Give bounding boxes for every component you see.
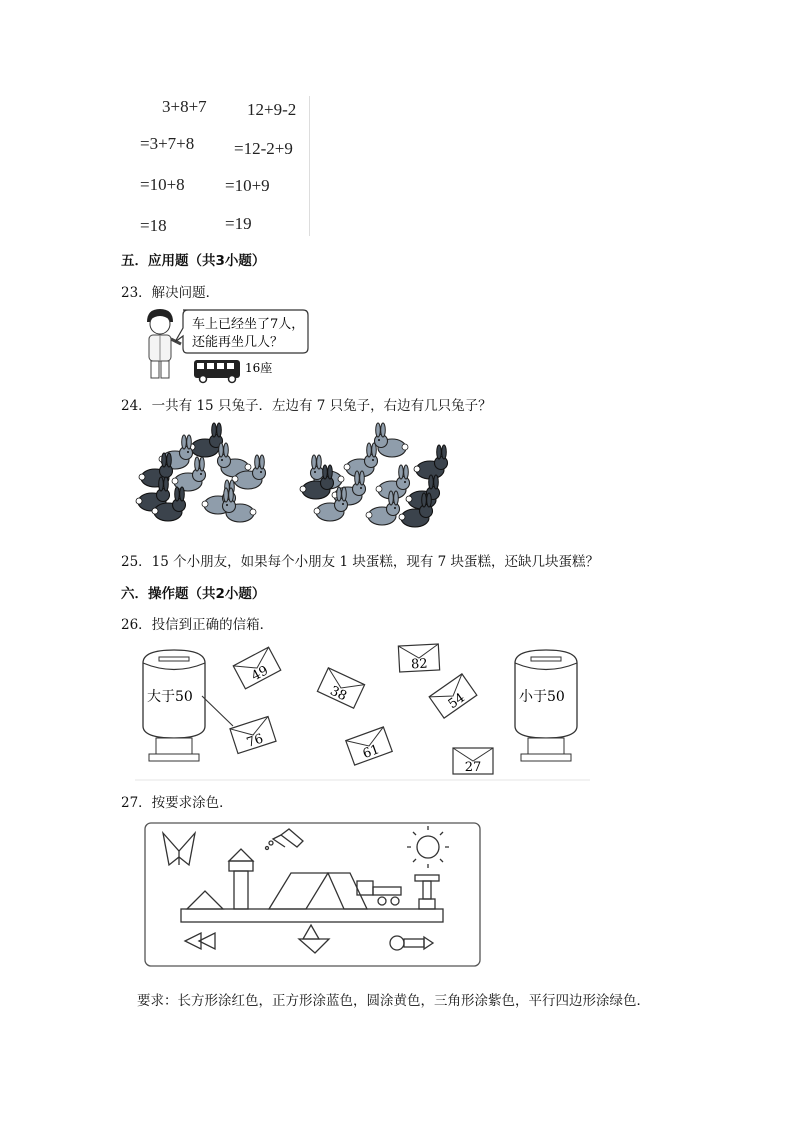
envelope-61[interactable] bbox=[346, 727, 393, 766]
svg-text:27: 27 bbox=[464, 760, 482, 775]
envelope-38[interactable] bbox=[317, 668, 365, 709]
question-26: 26．投信到正确的信箱． bbox=[121, 617, 274, 633]
envelope-82[interactable] bbox=[398, 644, 439, 673]
q23-illustration bbox=[135, 306, 310, 386]
svg-text:82: 82 bbox=[410, 656, 428, 673]
calc-line: =3+7+8 bbox=[140, 134, 195, 153]
svg-text:49: 49 bbox=[249, 663, 271, 685]
svg-text:76: 76 bbox=[244, 731, 266, 751]
mailbox-left-label: 大于50 bbox=[147, 689, 193, 705]
divider bbox=[309, 96, 310, 236]
question-25: 25．15 个小朋友，如果每个小朋友 1 块蛋糕，现有 7 块蛋糕，还缺几块蛋糕？ bbox=[121, 554, 599, 570]
envelope-54[interactable] bbox=[429, 674, 477, 719]
calc-line: 12+9-2 bbox=[247, 100, 297, 119]
svg-text:54: 54 bbox=[445, 690, 468, 713]
bubble-line-1: 车上已经坐了7人， bbox=[192, 317, 305, 332]
coloring-requirement: 要求：长方形涂红色，正方形涂蓝色，圆涂黄色，三角形涂紫色，平行四边形涂绿色． bbox=[137, 993, 650, 1009]
question-23: 23．解决问题． bbox=[121, 285, 220, 301]
calc-line: =12-2+9 bbox=[234, 139, 293, 158]
mailbox-right[interactable] bbox=[515, 650, 577, 761]
bubble-line-2: 还能再坐几人？ bbox=[192, 335, 284, 350]
connector-line bbox=[202, 696, 233, 726]
rabbits-illustration bbox=[130, 420, 475, 532]
calc-line: 3+8+7 bbox=[162, 97, 207, 116]
boy-figure bbox=[147, 309, 181, 378]
mailbox-right-label: 小于50 bbox=[519, 689, 565, 705]
seat-count: 16座 bbox=[245, 361, 273, 375]
section-title: 六．操作题（共2小题） bbox=[121, 586, 266, 602]
envelope-49[interactable] bbox=[233, 647, 281, 690]
calc-line: =19 bbox=[225, 214, 252, 233]
question-24: 24．一共有 15 只兔子．左边有 7 只兔子，右边有几只兔子？ bbox=[121, 398, 492, 414]
bus-icon bbox=[194, 360, 240, 383]
calc-line: =18 bbox=[140, 216, 167, 235]
envelope-76[interactable] bbox=[230, 716, 276, 754]
question-27: 27．按要求涂色． bbox=[121, 795, 233, 811]
section-title: 五．应用题（共3小题） bbox=[121, 253, 266, 269]
mailbox-illustration bbox=[135, 638, 595, 783]
envelope-27[interactable] bbox=[453, 748, 493, 775]
calc-line: =10+8 bbox=[140, 175, 185, 194]
mailbox-left[interactable] bbox=[143, 650, 205, 761]
svg-text:61: 61 bbox=[360, 742, 382, 762]
calc-line: =10+9 bbox=[225, 176, 270, 195]
right-rabbit-group bbox=[300, 423, 448, 527]
svg-text:38: 38 bbox=[327, 683, 349, 705]
left-rabbit-group bbox=[136, 423, 266, 522]
coloring-picture bbox=[143, 821, 483, 969]
